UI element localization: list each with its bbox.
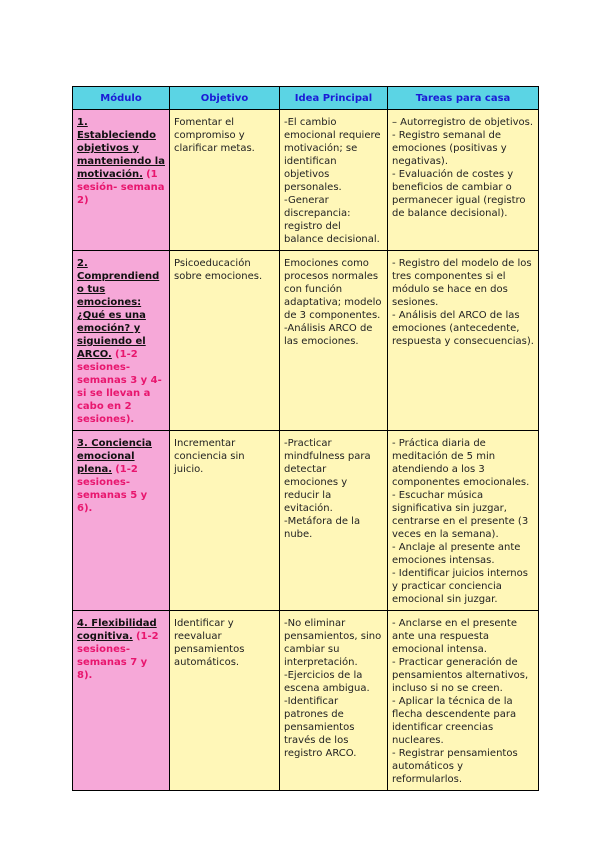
idea-line: -Identificar patrones de pensamientos través de los registro ARCO. [284, 696, 357, 759]
header-main-idea: Idea Principal [280, 87, 388, 110]
module-title: 3. Conciencia emocional plena. [77, 438, 152, 475]
task-line: - Registrar pensamientos automáticos y reformularlos. [392, 748, 518, 785]
idea-line: -Análisis ARCO de las emociones. [284, 323, 373, 347]
idea-line: Emociones como procesos normales con función adaptativa; modelo de 3 componentes. [284, 258, 382, 321]
module-cell [73, 251, 170, 431]
table-header-row [73, 87, 539, 110]
objective-cell: Psicoeducación sobre emociones. [170, 251, 280, 431]
tasks-cell [388, 251, 539, 431]
idea-line: -Metáfora de la nube. [284, 516, 361, 540]
header-module: Módulo [73, 87, 170, 110]
objective-cell: Fomentar el compromiso y clarificar metas. [170, 110, 280, 251]
table-row [73, 431, 539, 611]
tasks-cell [388, 110, 539, 251]
idea-cell [280, 110, 388, 251]
task-line: - Anclarse en el presente ante una respuesta emocional intensa. [392, 618, 517, 655]
task-line: - Práctica diaria de meditación de 5 min atendiendo a los 3 componentes emocionales. [392, 438, 530, 488]
module-title: 2. Comprendiendo tus emociones: ¿Qué es una emoción? y siguiendo el ARCO. [77, 258, 160, 360]
task-line: - Registro del modelo de los tres componentes si el módulo se hace en dos sesiones. [392, 258, 532, 308]
table-row [73, 110, 539, 251]
module-cell [73, 611, 170, 791]
tasks-cell [388, 611, 539, 791]
tasks-cell [388, 431, 539, 611]
module-title: 4. Flexibilidad cognitiva. [77, 618, 157, 642]
idea-line: -No eliminar pensamientos, sino cambiar su interpretación. [284, 618, 382, 668]
idea-cell [280, 431, 388, 611]
module-sessions: (1-2 sesiones- semanas 5 y 6). [77, 464, 148, 514]
task-line: - Aplicar la técnica de la flecha descendente para identificar creencias nucleares. [392, 696, 517, 746]
module-sessions: (1-2 sesiones- semanas 7 y 8). [77, 631, 159, 681]
task-line: - Practicar generación de pensamientos alternativos, incluso si no se creen. [392, 657, 529, 694]
module-cell [73, 110, 170, 251]
idea-cell [280, 251, 388, 431]
task-line: - Evaluación de costes y beneficios de cambiar o permanecer igual (registro de balance decisional). [392, 169, 526, 219]
idea-line: -Generar discrepancia: registro del balance decisional. [284, 195, 380, 245]
objective-cell: Identificar y reevaluar pensamientos automáticos. [170, 611, 280, 791]
module-cell [73, 431, 170, 611]
table-row [73, 251, 539, 431]
module-sessions: (1-2 sesiones- semanas 3 y 4- si se llevan a cabo en 2 sesiones). [77, 349, 162, 425]
module-title: 1. Estableciendo objetivos y manteniendo la motivación. [77, 117, 165, 180]
task-line: - Identificar juicios internos y practicar conciencia emocional sin juzgar. [392, 568, 528, 605]
idea-cell [280, 611, 388, 791]
idea-line: -Ejercicios de la escena ambigua. [284, 670, 370, 694]
treatment-plan-table [72, 86, 539, 791]
header-homework: Tareas para casa [388, 87, 539, 110]
idea-line: -Practicar mindfulness para detectar emociones y reducir la evitación. [284, 438, 371, 514]
task-line: - Análisis del ARCO de las emociones (antecedente, respuesta y consecuencias). [392, 310, 534, 347]
task-line: - Anclaje al presente ante emociones intensas. [392, 542, 521, 566]
objective-cell: Incrementar conciencia sin juicio. [170, 431, 280, 611]
header-objective: Objetivo [170, 87, 280, 110]
module-sessions: (1 sesión- semana 2) [77, 169, 165, 206]
task-line: – Autorregistro de objetivos. [392, 117, 534, 128]
task-line: - Registro semanal de emociones (positivas y negativas). [392, 130, 507, 167]
task-line: - Escuchar música significativa sin juzgar, centrarse en el presente (3 veces en la semana). [392, 490, 529, 540]
idea-line: -El cambio emocional requiere motivación; se identifican objetivos personales. [284, 117, 381, 193]
table-row [73, 611, 539, 791]
